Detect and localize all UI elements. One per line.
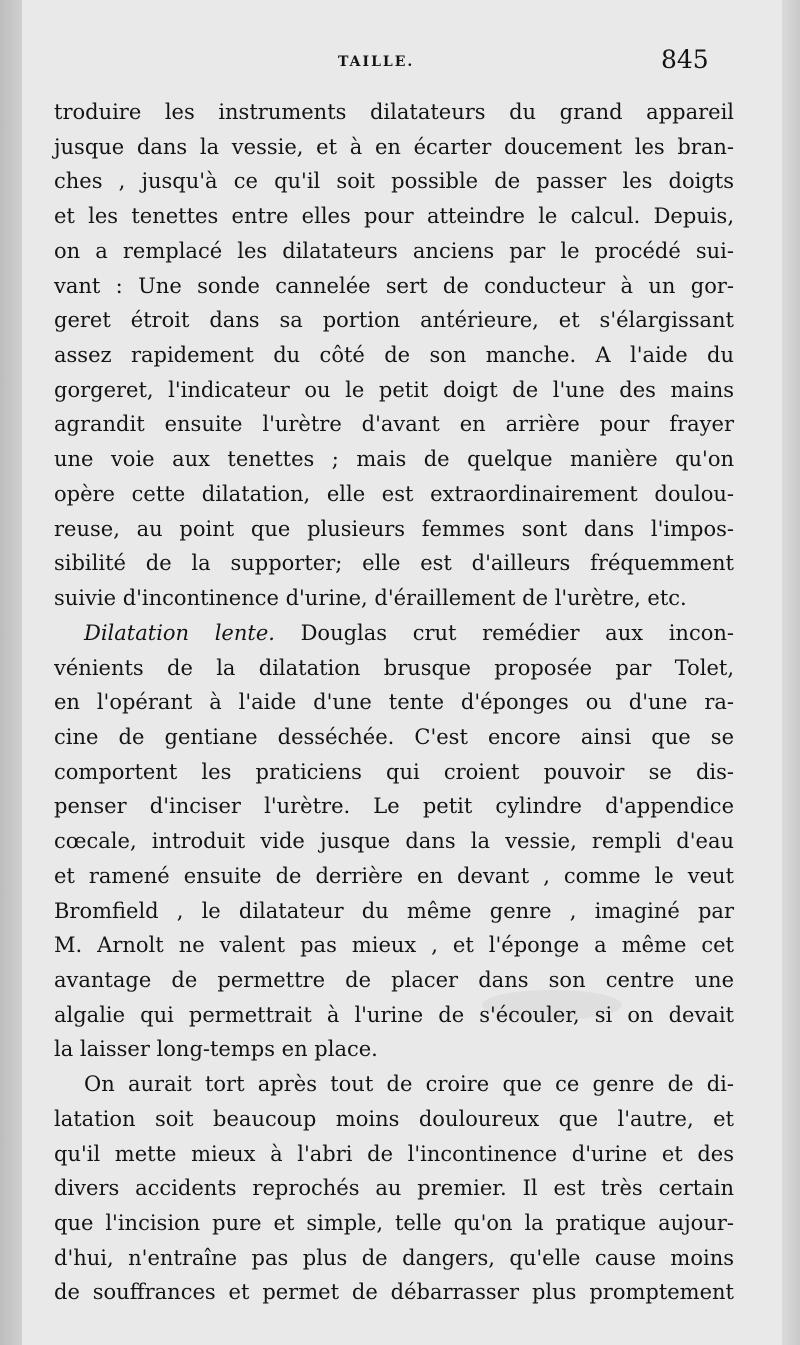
paragraph-first-line — [54, 616, 734, 651]
text-line: comportent les praticiens qui croient pouvoir se dis- — [54, 759, 734, 784]
running-head-title: TAILLE. — [338, 54, 415, 70]
text-line: algalie qui permettrait à l'urine de s'écouler, si on devait — [54, 1002, 734, 1027]
text-line: M. Arnolt ne valent pas mieux , et l'éponge a même cet — [54, 933, 734, 958]
text-line: vénients de la dilatation brusque proposée par Tolet, — [54, 655, 734, 680]
text-line: vant : Une sonde cannelée sert de conducteur à un gor- — [54, 273, 734, 298]
running-head — [22, 40, 782, 80]
text-line: on a remplacé les dilatateurs anciens par le procédé sui- — [54, 238, 734, 263]
text-line: cine de gentiane desséchée. C'est encore ainsi que se — [54, 724, 734, 749]
text-line: en l'opérant à l'aide d'une tente d'éponges ou d'une ra- — [54, 690, 734, 715]
paragraph-first-line: On aurait tort après tout de croire que ce genre de di- — [84, 1072, 734, 1097]
text-line: une voie aux tenettes ; mais de quelque manière qu'on — [54, 447, 734, 472]
scan-margin-right — [782, 0, 800, 1345]
text-line: et les tenettes entre elles pour atteindre le calcul. Depuis, — [54, 204, 734, 229]
text-line: divers accidents reprochés au premier. Il est très certain — [54, 1176, 734, 1201]
text-line: cœcale, introduit vide jusque dans la vessie, rempli d'eau — [54, 829, 734, 854]
text-line: qu'il mette mieux à l'abri de l'incontinence d'urine et des — [54, 1141, 734, 1166]
text-line: la laisser long-temps en place. — [54, 1037, 378, 1062]
text-line: suivie d'incontinence d'urine, d'éraillement de l'urètre, etc. — [54, 586, 687, 611]
text-line: agrandit ensuite l'urètre d'avant en arrière pour frayer — [54, 412, 734, 437]
body-text — [54, 95, 734, 1310]
text-line: troduire les instruments dilatateurs du grand appareil — [54, 100, 734, 124]
text-line: de souffrances et permet de débarrasser plus promptement — [54, 1280, 734, 1305]
text-line: reuse, au point que plusieurs femmes sont dans l'impos- — [54, 516, 734, 541]
text-line: Bromfield , le dilatateur du même genre , imaginé par — [54, 898, 734, 923]
text-line: ches , jusqu'à ce qu'il soit possible de passer les doigts — [54, 169, 734, 194]
text-line: sibilité de la supporter; elle est d'ailleurs fréquemment — [54, 551, 734, 576]
text-line: et ramené ensuite de derrière en devant , comme le veut — [54, 863, 734, 888]
text-line: avantage de permettre de placer dans son centre une — [54, 967, 734, 992]
text-line: gorgeret, l'indicateur ou le petit doigt de l'une des mains — [54, 377, 734, 402]
section-lead-italic: Dilatation lente. — [84, 620, 275, 645]
book-page — [22, 0, 782, 1345]
text-run: Douglas crut remédier aux incon- — [274, 620, 734, 645]
text-line: que l'incision pure et simple, telle qu'on la pratique aujour- — [54, 1211, 734, 1235]
text-line: geret étroit dans sa portion antérieure, et s'élargissant — [54, 308, 734, 333]
text-line: d'hui, n'entraîne pas plus de dangers, qu'elle cause moins — [54, 1245, 734, 1270]
text-line: assez rapidement du côté de son manche. A l'aide du — [54, 343, 734, 368]
text-line: latation soit beaucoup moins douloureux que l'autre, et — [54, 1106, 734, 1131]
text-line: jusque dans la vessie, et à en écarter doucement les bran- — [54, 134, 734, 159]
text-line: penser d'inciser l'urètre. Le petit cylindre d'appendice — [54, 794, 734, 819]
text-line: opère cette dilatation, elle est extraordinairement doulou- — [54, 481, 734, 506]
scan-margin-left — [0, 0, 22, 1345]
page-number: 845 — [661, 45, 709, 74]
